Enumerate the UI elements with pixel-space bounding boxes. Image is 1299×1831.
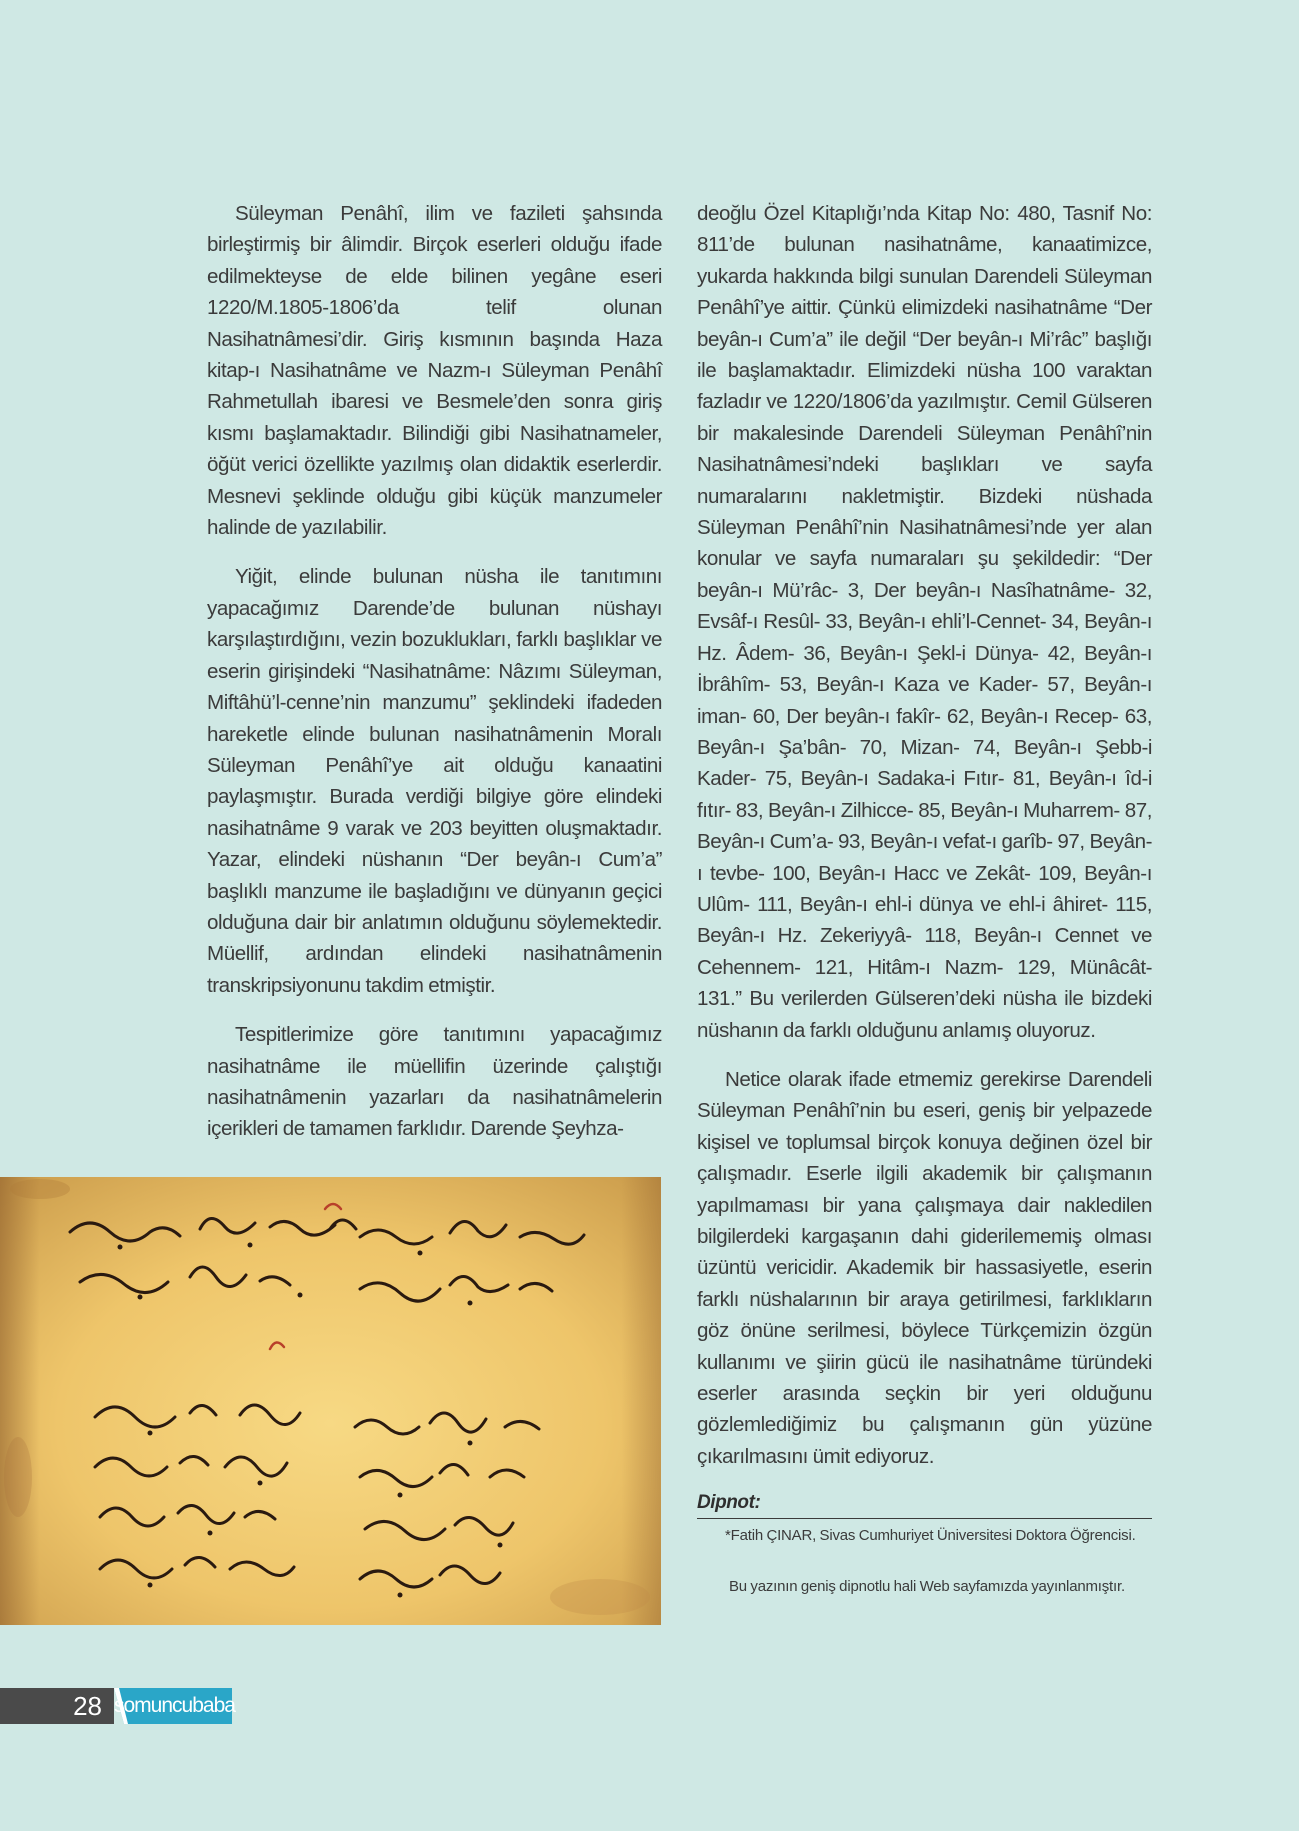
footnote-title: Dipnot: — [697, 1490, 1152, 1519]
paragraph: deoğlu Özel Kitaplığı’nda Kitap No: 480, Tasnif No: 811’de bulunan nasihatnâme, kanaatimizce, yukarda hakkında bilgi sunulan Darendeli Süleyman Penâhî’ye aittir. Çünkü elimizdeki nasihatnâme “Der beyân-ı Cum’a” ile değil “Der beyân-ı Mi’râc” başlığı ile başlamaktadır. Elimizdeki nüsha 100 varaktan fazladır ve 1220/1806’da yazılmıştır. Cemil Gülseren bir makalesinde Darendeli Süleyman Penâhî’nin Nasihatnâmesi’ndeki başlıkları ve sayfa numaralarını nakletmiştir. Bizdeki nüshada Süleyman Penâhî’nin Nasihatnâmesi’nde yer alan konular ve sayfa numaraları şu şekildedir: “Der beyân-ı Mü’râc- 3, Der beyân-ı Nasîhatnâme- 32, Evsâf-ı Resûl- 33, Beyân-ı ehli’l-Cennet- 34, Beyân-ı Hz. Âdem- 36, Beyân-ı Şekl-i Dünya- 42, Beyân-ı İbrâhîm- 53, Beyân-ı Kaza ve Kader- 57, Beyân-ı iman- 60, Der beyân-ı fakîr- 62, Beyân-ı Recep- 63, Beyân-ı Şa’bân- 70, Mizan- 74, Beyân-ı Şebb-i Kader- 75, Beyân-ı Sadaka-i Fıtır- 81, Beyân-ı îd-i fıtır- 83, Beyân-ı Zilhicce- 85, Beyân-ı Muharrem- 87, Beyân-ı Cum’a- 93, Beyân-ı vefat-ı garîb- 97, Beyân-ı tevbe- 100, Beyân-ı Hacc ve Zekât- 109, Beyân-ı Ulûm- 111, Beyân-ı ehl-i dünya ve ehl-i âhiret- 115, Beyân-ı Hz. Zekeriyyâ- 118, Beyân-ı Cennet ve Cehennem- 121, Hitâm-ı Nazm- 129, Münâcât- 131.” Bu verilerden Gülseren’deki nüsha ile bizdeki nüshanın da farklı olduğunu anlamış oluyoruz. — [697, 202, 1152, 1042]
footnote-line: *Fatih ÇINAR, Sivas Cumhuriyet Üniversitesi Doktora Öğrencisi. — [725, 1527, 1136, 1545]
brand-name: somuncubaba — [114, 1694, 235, 1717]
paragraph: Yiğit, elinde bulunan nüsha ile tanıtımını yapacağımız Darende’de bulunan nüshayı karşılaştırdığını, vezin bozuklukları, farklı başlıklar ve eserin girişindeki “Nasihatnâme: Nâzımı Süleyman, Miftâhü’l-cenne’nin manzumu” şeklindeki ifadeden hareketle elinde bulunan nasihatnâmenin Moralı Süleyman Penâhî’ye ait olduğu kanaatini paylaşmıştır. Burada verdiği bilgiye göre elindeki nasihatnâme 9 varak ve 203 beyitten oluşmaktadır. Yazar, elindeki nüshanın “Der beyân-ı Cum’a” başlıklı manzume ile başladığını ve dünyanın geçici olduğuna dair bir anlatımın olduğunu söylemektedir. Müellif, ardından elindeki nasihatnâmenin transkripsiyonunu takdim etmiştir. — [207, 565, 662, 997]
paragraph: Süleyman Penâhî, ilim ve fazileti şahsında birleştirmiş bir âlimdir. Birçok eserleri olduğu ifade edilmekteyse de elde bilinen yegâne eseri 1220/M.1805-1806’da telif olunan Nasihatnâmesi’dir. Giriş kısmının başında Haza kitap-ı Nasihatnâme ve Nazm-ı Süleyman Penâhî Rahmetullah ibaresi ve Besmele’den sonra giriş kısmı başlamaktadır. Bilindiği gibi Nasihatnameler, öğüt verici özellikte yazılmış olan didaktik eserlerdir. Mesnevi şeklinde olduğu gibi küçük manzumeler halinde de yazılabilir. — [207, 202, 662, 540]
paragraph: Tespitlerimize göre tanıtımını yapacağımız nasihatnâme ile müellifin üzerinde çalıştığı nasihatnâmenin yazarları da nasihatnâmelerin içerikleri de tamamen farklıdır. Darende Şeyhza- — [207, 1023, 662, 1141]
right-column — [697, 198, 1152, 1621]
brand-logo — [114, 1688, 235, 1724]
paragraph: Netice olarak ifade etmemiz gerekirse Darendeli Süleyman Penâhî’nin bu eseri, geniş bir yelpazede kişisel ve toplumsal birçok konuya değinen özel bir çalışmadır. Eserle ilgili akademik bir çalışmanın yapılmaması bir yana çalışmaya dair nakledilen bilgilerdeki kargaşanın dahi giderilememiş olması üzüntü vericidir. Akademik bir hassasiyetle, eserin farklı nüshalarının bir araya getirilmesi, farklıkların göz önüne serilmesi, böylece Türkçemizin özgün kullanımı ve şiirin gücü ile nasihatnâme türündeki eserler arasında seçkin bir yeri olduğunu gözlemlediğimiz bu çalışmanın gün yüzüne çıkarılmasını ümit ediyoruz. — [697, 1067, 1152, 1468]
page-number-bar — [0, 1688, 114, 1724]
manuscript-image — [0, 1177, 661, 1625]
page-number: 28 — [73, 1691, 102, 1721]
left-column — [207, 198, 662, 1163]
footnote-line: Bu yazının geniş dipnotlu hali Web sayfamızda yayınlanmıştır. — [729, 1578, 1125, 1596]
